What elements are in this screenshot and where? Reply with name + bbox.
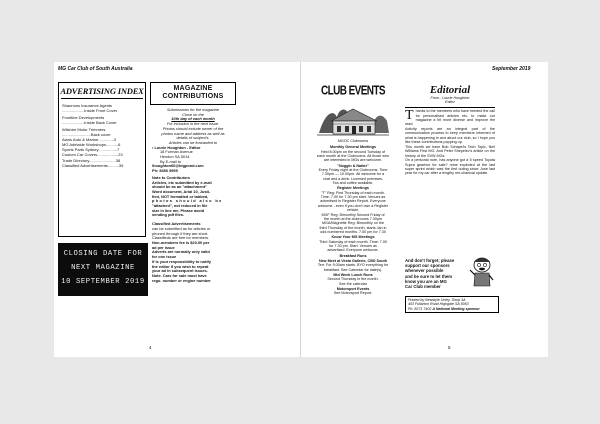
advertising-index-title: ADVERTISING INDEX	[60, 86, 144, 96]
list-item: Wilshire Motor Trimmers	[62, 126, 106, 132]
paragraph: hanks to the members who have heeded the call for personalised articles etc. to make our magazine a bit more diverse and improve the read.	[405, 109, 495, 127]
text-line: for 7.30 pm. Start. Venues as	[329, 243, 377, 248]
text-line: whenever possible	[405, 268, 444, 274]
text-line: Close on the	[182, 111, 204, 117]
text-line	[408, 307, 496, 311]
text-line: photos should also be	[152, 198, 223, 204]
editorial	[405, 84, 495, 176]
club-events-title: CLUB EVENTS	[321, 84, 385, 99]
text-line: Adverts are normally only valid	[152, 249, 210, 255]
list-item: Classified Advertisements..........39	[62, 162, 124, 168]
closing-line: 10 SEPTEMBER 2019	[61, 278, 145, 286]
text-line: Terr. For 9.00am starts. BYO everything for	[317, 263, 389, 268]
text-line: Articles, etc submitted by e-mail	[152, 179, 212, 185]
text-line: Third Saturday of each month. Time: 7.00	[319, 239, 387, 244]
list-item: Trade Directory........................38	[62, 157, 121, 163]
closing-date-banner	[58, 243, 148, 296]
cartoon-man-icon	[468, 256, 494, 288]
text-line: 7.30pm — 10.00pm. All welcome for a	[321, 172, 385, 177]
magazine-contributions	[150, 82, 236, 283]
text-line: Second Thursday in the month.	[327, 277, 379, 282]
page-number-right: 5	[448, 345, 451, 350]
sponsor-reminder	[405, 258, 467, 289]
section-heading: Note to Contributors	[152, 174, 191, 180]
text-line: each month at the Clubrooms. All those who	[316, 154, 390, 159]
clubrooms-illustration	[315, 103, 391, 139]
text-line: phoned through if they are short.	[152, 230, 209, 236]
text-line: If is your responsibility to notify	[152, 258, 212, 264]
text-line: Held 8.00pm on the second Tuesday of	[320, 149, 386, 154]
paragraph: Activity reports are an integral part of the communication process to keep members informed of what is happening in and about our club, so I hope you like these contributions popping up.	[405, 126, 495, 145]
text-line: Word document, Arial 10, Justi-	[152, 188, 211, 194]
text-line: vehicle.	[346, 208, 360, 213]
editor-email: lhoughton60@bigpond.com	[152, 163, 204, 169]
editor-phone: Ph: 8356 9955	[152, 168, 178, 174]
text-line: And don't forget; please	[405, 258, 455, 263]
text-line: fied, NOT formatted or tabbed,	[152, 193, 209, 199]
text-line: support our sponsors	[405, 263, 450, 269]
text-line: MGA/Magnette Reg: Bimonthly on the	[321, 221, 385, 226]
text-line: your ad in subsequent issues.	[152, 268, 208, 274]
text-line: By E-mail to	[160, 158, 181, 164]
text-line: MGF Reg: Bimonthly Second Friday of	[321, 212, 385, 217]
event-heading: Know Your MG Meetings	[331, 235, 375, 240]
text-line: For inclusion in the next issue.	[166, 121, 220, 127]
list-item: Custom Car Covers...................23	[62, 152, 123, 158]
event-heading: Monthly General Meetings	[330, 145, 376, 150]
list-item: Frontline Developments	[62, 114, 105, 120]
text-line: 10th day of each month	[171, 116, 215, 122]
text-line: sending pdf files.	[152, 212, 184, 218]
text-line: rego. number or engine number	[152, 277, 211, 283]
contributions-title-line2: CONTRIBUTIONS	[162, 93, 224, 100]
page-number-left: 4	[149, 345, 152, 350]
text-line: the editor if you wish to repeat	[152, 263, 209, 269]
sponsor-tagline: A National Meeting sponsor	[432, 306, 480, 311]
text-line: Hendon SA 5014	[160, 154, 190, 160]
text-line: advertised. Everyone welcome.	[327, 248, 379, 253]
text-line: are interested in MGs are welcome.	[323, 158, 383, 163]
event-heading: Breakfast Runs	[339, 253, 367, 258]
text-line: should be as an "attachment"	[152, 184, 207, 190]
advertising-index-list	[59, 99, 145, 168]
editorial-author: From.. Lourie Houghton	[430, 96, 470, 100]
club-events-body	[308, 139, 398, 296]
text-line: 453 Fullarton Road Highgate SA 5063	[408, 302, 469, 307]
header-date: September 2019	[492, 66, 531, 72]
editorial-body	[405, 109, 495, 176]
section-heading: Classified Advertisements	[152, 221, 201, 227]
text-line: welcome - even if you don't own a Register	[317, 203, 389, 208]
text-line: "T" Reg: First Thursday of each month.	[321, 190, 385, 195]
text-line: details of subject/s.	[176, 135, 210, 141]
text-line: "attached", not reduced in file	[152, 203, 208, 209]
text-line: See Motorsport Report.	[333, 291, 373, 296]
list-item: Alans Auto & Marine..............3	[62, 137, 117, 143]
advertising-index-box	[58, 82, 146, 237]
list-item: ....................Inside Back Cover	[62, 119, 117, 125]
text-line: Classifieds are free for members.	[152, 235, 210, 241]
sponsor-phone: Ph: 8271 7402	[408, 306, 432, 311]
text-line: can be submitted as for articles or	[152, 225, 211, 231]
divider	[405, 107, 495, 108]
closing-line: CLOSING DATE FOR	[63, 250, 143, 258]
contributions-title-line1: MAGAZINE	[173, 85, 213, 92]
club-events	[308, 84, 398, 296]
event-heading: Mid Week Lunch Runs	[333, 272, 373, 277]
text-line: Note. Cars for sale must have	[152, 272, 207, 278]
text-line: breakfast. See Calendar for date(s).	[323, 267, 383, 272]
list-item: ..........................Back cover	[62, 132, 111, 138]
text-line: ad per issue	[152, 244, 175, 250]
text-line: Submissions for the magazine	[166, 107, 220, 112]
list-item: MG Adelaide Workshops...........6	[62, 142, 121, 148]
text-line: Non-members fee is $20.00 per	[152, 239, 210, 245]
text-line: Car Club member	[405, 284, 441, 290]
text-line: photos name and address as well as	[161, 130, 225, 136]
text-line: know you are an MG	[405, 278, 447, 284]
contributions-body	[150, 105, 236, 283]
text-line: odd numbered months. 7.00 pm for 7.30	[320, 229, 386, 234]
printer-sponsor-box	[405, 296, 499, 313]
text-line: size in line me. Please avoid	[152, 207, 205, 213]
list-item: Sports Parts Sydney.................7	[62, 147, 120, 153]
header-club-name: MG Car Club of South Australia	[58, 66, 133, 72]
text-line: chat and a drink. Licensed premises.	[322, 176, 384, 181]
drop-cap: T	[405, 108, 414, 124]
text-line: Every Friday night at the Clubrooms. Time	[318, 168, 388, 173]
text-line: advertised in Register Report. Everyone	[320, 199, 386, 204]
text-line: third Thursday of the month, starts Jan in	[319, 225, 387, 230]
text-line: Photos should include owner of the	[162, 125, 224, 131]
event-heading: "Noggin & Natter"	[337, 163, 369, 168]
editorial-title: Editorial	[429, 84, 471, 96]
text-line: the month at the clubrooms 7.30pm	[323, 216, 382, 221]
editor-name: • Lourie Houghton - Editor	[152, 144, 201, 150]
editorial-role: Editor	[445, 100, 455, 105]
contributions-title-box	[150, 82, 236, 105]
photo-caption: MGOC Clubrooms	[337, 139, 369, 143]
list-item: Shannons Insurance Agents	[62, 102, 113, 108]
text-line: See the calendar	[339, 281, 367, 286]
text-line: for one issue	[152, 254, 177, 260]
text-line: and be sure to let them	[405, 273, 453, 279]
text-line: New Meet at Vesta Gallerie, CBD South	[318, 258, 388, 263]
text-line: Printed by Newstyle Unley. Shop 3A	[408, 298, 466, 302]
text-line: 18 Forman Avenue	[160, 149, 193, 155]
paragraph: On a personal note, has anyone got a 5 speed Toyota Supra gearbox for sale? mine exploded at the last super sprint which was the first outing since June last year for my car after a lengthy me-chanical update.	[405, 158, 495, 176]
text-line: Time: 7.00 for 7.30 pm start. Venues as	[320, 195, 386, 200]
event-heading: Motorsport Events	[336, 287, 370, 291]
text-line: Tea and coffee available.	[332, 181, 374, 186]
page-spine	[300, 62, 301, 357]
list-item: ....................Inside Front Cover	[62, 107, 118, 113]
paragraph: This month we have Bob Schapel's Tech Topic, Neil Williams First MG. And Peter Shepelev's article on the history of the SVW MGs.	[405, 144, 495, 158]
event-heading: Register Meetings	[337, 186, 369, 191]
closing-line: NEXT MAGAZINE	[71, 264, 135, 272]
text-line: Articles can be forwarded to	[168, 139, 218, 145]
